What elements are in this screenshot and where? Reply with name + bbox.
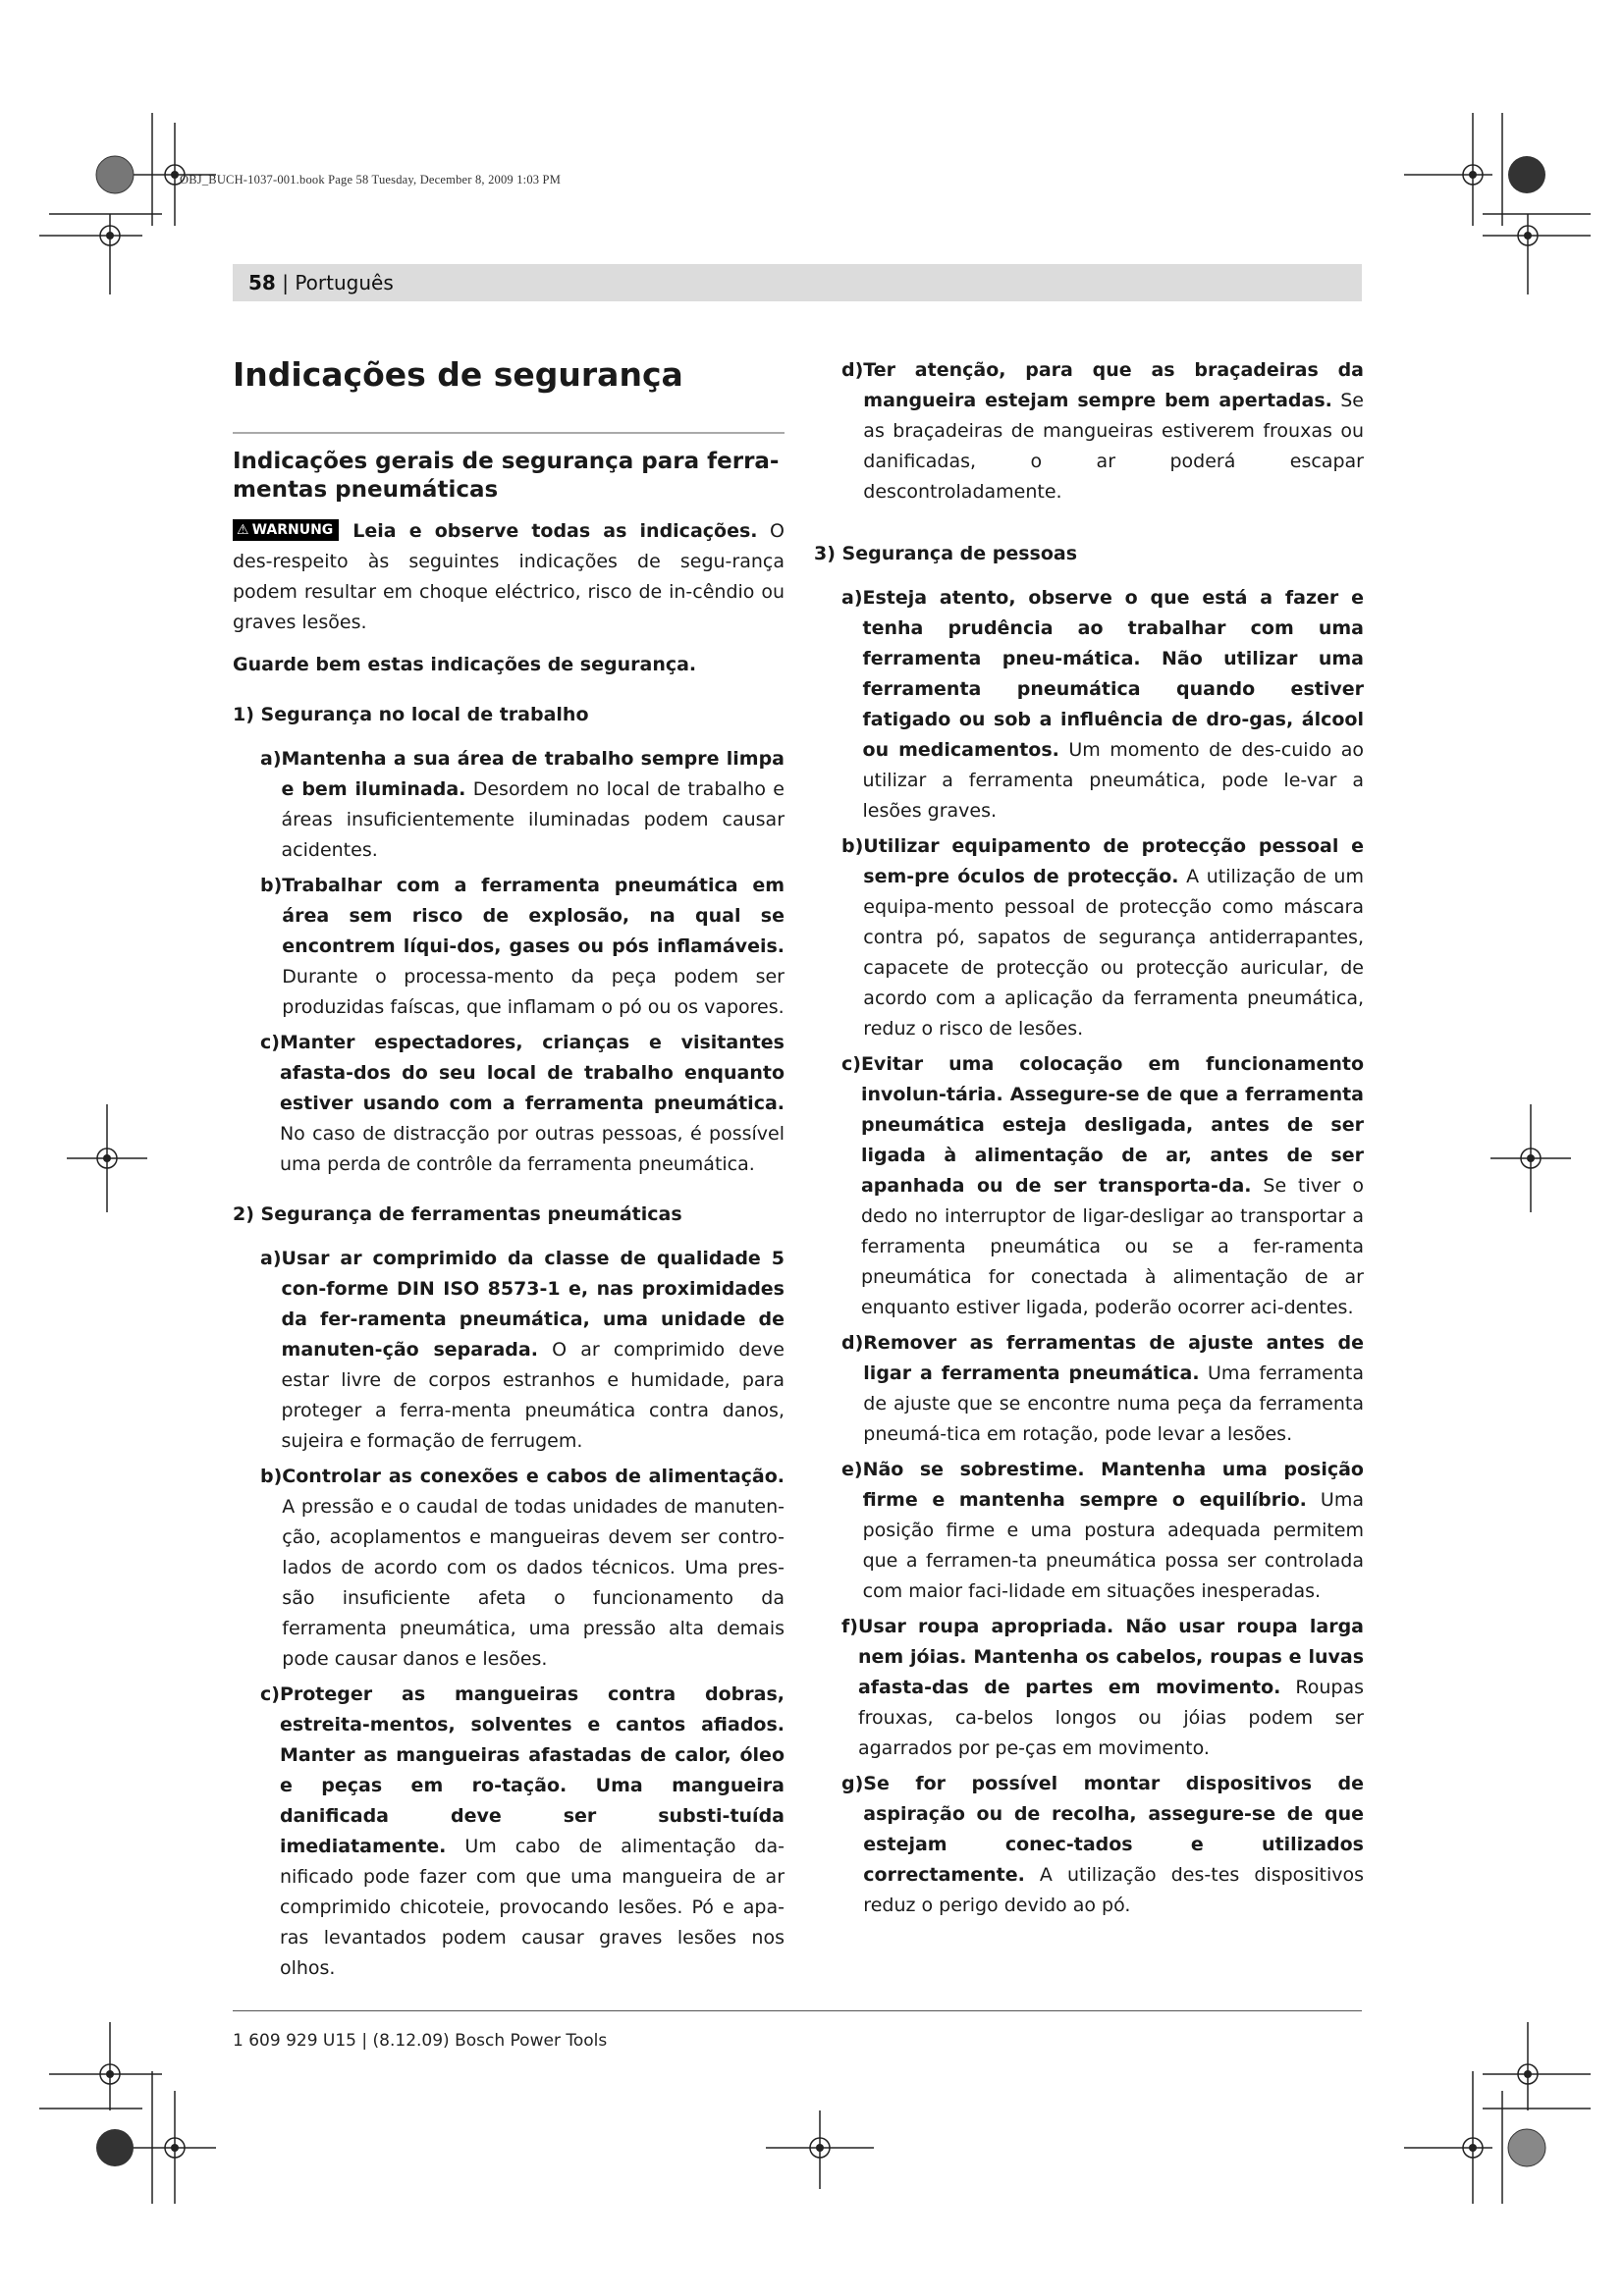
item-label: a) xyxy=(260,1248,282,1269)
item-label: g) xyxy=(841,1773,864,1794)
item-bold: Se for possível montar dispositivos de aspiração ou de recolha, assegure-se de que estejam conec-tados e utilizados correctamente. xyxy=(863,1773,1364,1886)
page-title: Indicações de segurança xyxy=(233,355,683,394)
item-label: b) xyxy=(841,835,864,857)
warning-label: WARNUNG xyxy=(251,522,334,538)
right-column xyxy=(814,355,1364,1921)
item-bold: Proteger as mangueiras contra dobras, estreita-mentos, solventes e cantos afiados. Manter as mangueiras afastadas de calor, óleo e peças em ro-tação. Uma mangueira danificada deve ser substi-tuída imediatamente. xyxy=(279,1683,785,1857)
item-text: O ar comprimido deve estar livre de corpos estranhos e humidade, para proteger a ferra-menta pneumática contra danos, sujeira e formação de ferrugem. xyxy=(281,1339,785,1452)
item-label: d) xyxy=(841,359,864,381)
item-bold: Evitar uma colocação em funcionamento involun-tária. Assegure-se de que a ferramenta pneumática esteja desligada, antes de ser ligada à alimentação de ar, antes de ser apanhada ou de ser transporta-da. xyxy=(860,1053,1364,1197)
page-number: 58 xyxy=(248,271,276,294)
list-item xyxy=(233,1462,785,1675)
item-bold: Trabalhar com a ferramenta pneumática em área sem risco de explosão, na qual se encontrem líqui-dos, gases ou pós inflamáveis. xyxy=(282,875,785,957)
item-text: Durante o processa-mento da peça podem ser produzidas faíscas, que inflamam o pó ou os vapores. xyxy=(282,966,785,1018)
list-item xyxy=(233,1028,785,1180)
list-item xyxy=(814,831,1364,1044)
item-label: d) xyxy=(841,1332,864,1354)
list-item xyxy=(233,744,785,866)
warning-triangle-icon: ⚠ xyxy=(237,522,249,538)
left-column xyxy=(233,355,785,1984)
section-3-title: 3) Segurança de pessoas xyxy=(814,543,1078,564)
item-bold: Remover as ferramentas de ajuste antes de ligar a ferramenta pneumática. xyxy=(863,1332,1364,1384)
item-bold: Controlar as conexões e cabos de alimentação. xyxy=(282,1466,785,1487)
warning-bold: Leia e observe todas as indicações. xyxy=(352,520,758,542)
item-label: b) xyxy=(260,875,283,896)
section-subtitle: Indicações gerais de segurança para ferra-mentas pneumáticas xyxy=(233,449,780,503)
list-item xyxy=(814,1612,1364,1764)
item-text: Desordem no local de trabalho e áreas insuficientemente iluminadas podem causar acidentes. xyxy=(281,778,785,861)
warning-text: O des-respeito às seguintes indicações de segu-rança podem resultar em choque eléctrico, risco de in-cêndio ou graves lesões. xyxy=(233,520,785,633)
list-item xyxy=(233,871,785,1023)
item-text: Uma ferramenta de ajuste que se encontre numa peça da ferramenta pneumá-tica em rotação, pode levar a lesões. xyxy=(863,1362,1364,1445)
list-item xyxy=(814,1455,1364,1607)
item-bold: Não se sobrestime. Mantenha uma posição firme e mantenha sempre o equilíbrio. xyxy=(862,1459,1364,1511)
footer-rule xyxy=(233,2010,1362,2011)
item-label: c) xyxy=(841,1053,861,1075)
item-label: b) xyxy=(260,1466,283,1487)
warning-block xyxy=(233,516,785,638)
item-bold: Usar ar comprimido da classe de qualidade 5 con-forme DIN ISO 8573-1 e, nas proximidades da fer-ramenta pneumática, uma unidade de manuten-ção separada. xyxy=(281,1248,785,1361)
list-item xyxy=(814,583,1364,827)
header-separator: | xyxy=(282,271,289,294)
print-slug: OBJ_BUCH-1037-001.book Page 58 Tuesday, December 8, 2009 1:03 PM xyxy=(180,173,562,187)
item-label: a) xyxy=(260,748,282,770)
item-label: f) xyxy=(841,1616,858,1637)
item-text: Roupas frouxas, ca-belos longos ou jóias podem ser agarrados por pe-ças em movimento. xyxy=(857,1677,1364,1759)
item-bold: Ter atenção, para que as braçadeiras da mangueira estejam sempre bem apertadas. xyxy=(863,359,1364,411)
item-text: A pressão e o caudal de todas unidades de manuten-ção, acoplamentos e mangueiras devem ser contro-lados de acordo com os dados técnicos. Uma pres-são insuficiente afeta o funcionamento da ferramenta pneumática, uma pressão alta demais pode causar danos e lesões. xyxy=(282,1496,785,1670)
item-text: Se as braçadeiras de mangueiras estiverem frouxas ou danificadas, o ar poderá escapar descontroladamente. xyxy=(863,390,1364,503)
item-text: A utilização des-tes dispositivos reduz o perigo devido ao pó. xyxy=(863,1864,1364,1916)
item-label: e) xyxy=(841,1459,863,1480)
item-bold: Utilizar equipamento de protecção pessoal e sem-pre óculos de protecção. xyxy=(863,835,1364,887)
item-text: No caso de distracção por outras pessoas, é possível uma perda de contrôle da ferramenta pneumática. xyxy=(279,1123,785,1175)
item-text: Um momento de des-cuido ao utilizar a ferramenta pneumática, pode le-var a lesões graves. xyxy=(862,739,1364,822)
item-bold: Usar roupa apropriada. Não usar roupa larga nem jóias. Mantenha os cabelos, roupas e luvas afasta-das de partes em movimento. xyxy=(857,1616,1364,1698)
item-text: Uma posição firme e uma postura adequada permitem que a ferramen-ta pneumática possa ser controlada com maior faci-lidade em situações inesperadas. xyxy=(862,1489,1364,1602)
warning-badge xyxy=(233,519,339,541)
item-label: c) xyxy=(260,1683,280,1705)
item-bold: Manter espectadores, crianças e visitantes afasta-dos do seu local de trabalho enquanto estiver usando com a ferramenta pneumática. xyxy=(279,1032,785,1114)
page-header-bar xyxy=(233,264,1362,301)
keep-note: Guarde bem estas indicações de segurança. xyxy=(233,654,697,675)
list-item xyxy=(233,1680,785,1984)
footer-text: 1 609 929 U15 | (8.12.09) Bosch Power Tools xyxy=(233,2031,608,2051)
list-item xyxy=(814,1328,1364,1450)
title-rule xyxy=(233,432,785,434)
item-label: c) xyxy=(260,1032,280,1053)
header-language: Português xyxy=(295,271,394,294)
item-bold: Mantenha a sua área de trabalho sempre limpa e bem iluminada. xyxy=(281,748,785,800)
item-label: a) xyxy=(841,587,863,609)
item-text: A utilização de um equipa-mento pessoal de protecção como máscara contra pó, sapatos de segurança antiderrapantes, capacete de protecção ou protecção auricular, de acordo com a aplicação da ferramenta pneumática, reduz o risco de lesões. xyxy=(863,866,1364,1040)
item-text: Se tiver o dedo no interruptor de ligar-desligar ao transportar a ferramenta pneumática ou se a fer-ramenta pneumática for conectada à alimentação de ar enquanto estiver ligada, poderão ocorrer aci-dentes. xyxy=(860,1175,1365,1318)
item-bold: Esteja atento, observe o que está a fazer e tenha prudência ao trabalhar com uma ferramenta pneu-mática. Não utilizar uma ferramenta pneumática quando estiver fatigado ou sob a influência de dro-gas, álcool ou medicamentos. xyxy=(862,587,1364,761)
section-1-title: 1) Segurança no local de trabalho xyxy=(233,704,589,725)
list-item xyxy=(814,355,1364,507)
item-text: Um cabo de alimentação da-nificado pode fazer com que uma mangueira de ar comprimido chicoteie, provocando lesões. Pó e apa-ras levantados podem causar graves lesões nos olhos. xyxy=(279,1836,785,1979)
list-item xyxy=(233,1244,785,1457)
list-item xyxy=(814,1769,1364,1921)
section-2-title: 2) Segurança de ferramentas pneumáticas xyxy=(233,1203,682,1225)
list-item xyxy=(814,1049,1364,1323)
